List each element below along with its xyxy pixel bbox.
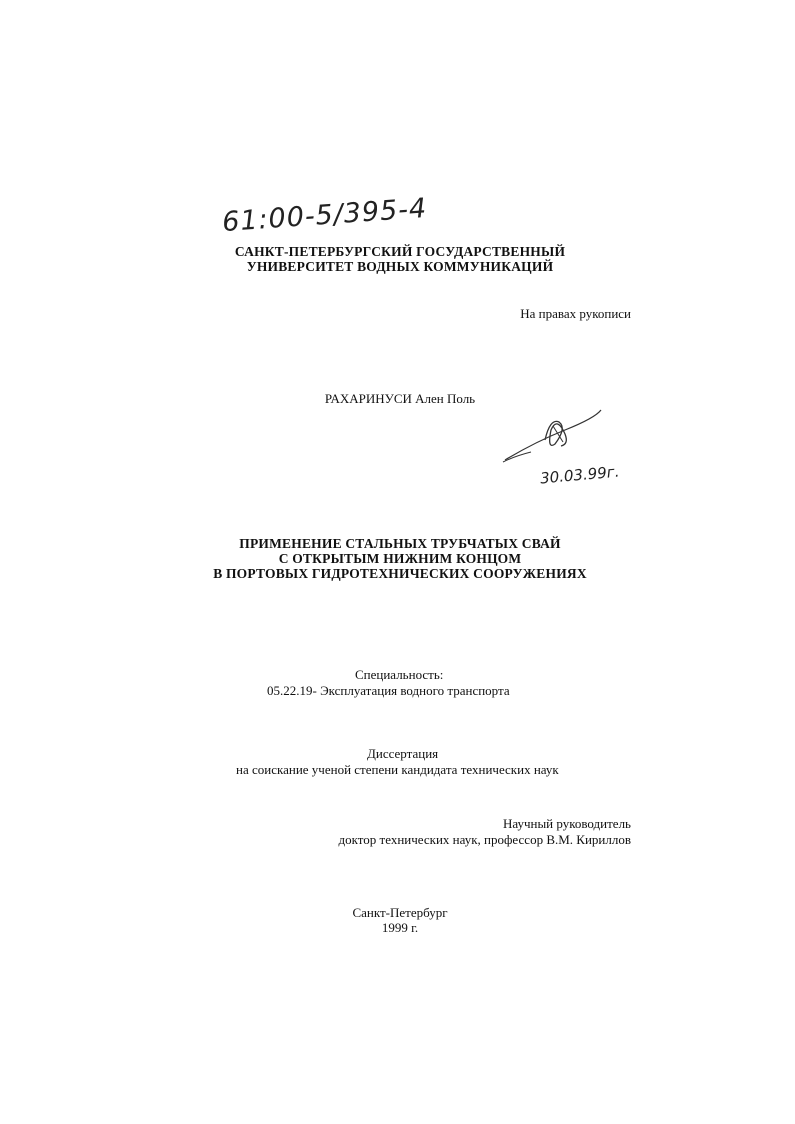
university-line-2: УНИВЕРСИТЕТ ВОДНЫХ КОММУНИКАЦИЙ: [246, 259, 554, 274]
signature-image: [495, 400, 615, 470]
archive-code: 61:00-5/395-4: [221, 192, 429, 239]
dissertation-title-line-2: С ОТКРЫТЫМ НИЖНИМ КОНЦОМ: [278, 551, 522, 566]
specialty-value: 05.22.19- Эксплуатация водного транспорта: [267, 683, 510, 698]
dissertation-title-line-1: ПРИМЕНЕНИЕ СТАЛЬНЫХ ТРУБЧАТЫХ СВАЙ: [239, 536, 561, 551]
dissertation-degree: на соискание ученой степени кандидата технических наук: [236, 762, 559, 777]
author-name: РАХАРИНУСИ Ален Поль: [324, 391, 476, 406]
manuscript-rights: На правах рукописи: [520, 306, 631, 321]
university-line-1: САНКТ-ПЕТЕРБУРГСКИЙ ГОСУДАРСТВЕННЫЙ: [234, 244, 566, 259]
supervisor-label: Научный руководитель: [502, 816, 631, 831]
supervisor-name: доктор технических наук, профессор В.М. Кириллов: [338, 832, 631, 847]
place: Санкт-Петербург: [352, 905, 448, 920]
signature-date: 30.03.99г.: [539, 462, 621, 488]
year: 1999 г.: [381, 920, 419, 935]
specialty-label: Специальность:: [355, 667, 444, 682]
dissertation-label: Диссертация: [367, 746, 439, 761]
dissertation-title-line-3: В ПОРТОВЫХ ГИДРОТЕХНИЧЕСКИХ СООРУЖЕНИЯХ: [213, 566, 587, 581]
